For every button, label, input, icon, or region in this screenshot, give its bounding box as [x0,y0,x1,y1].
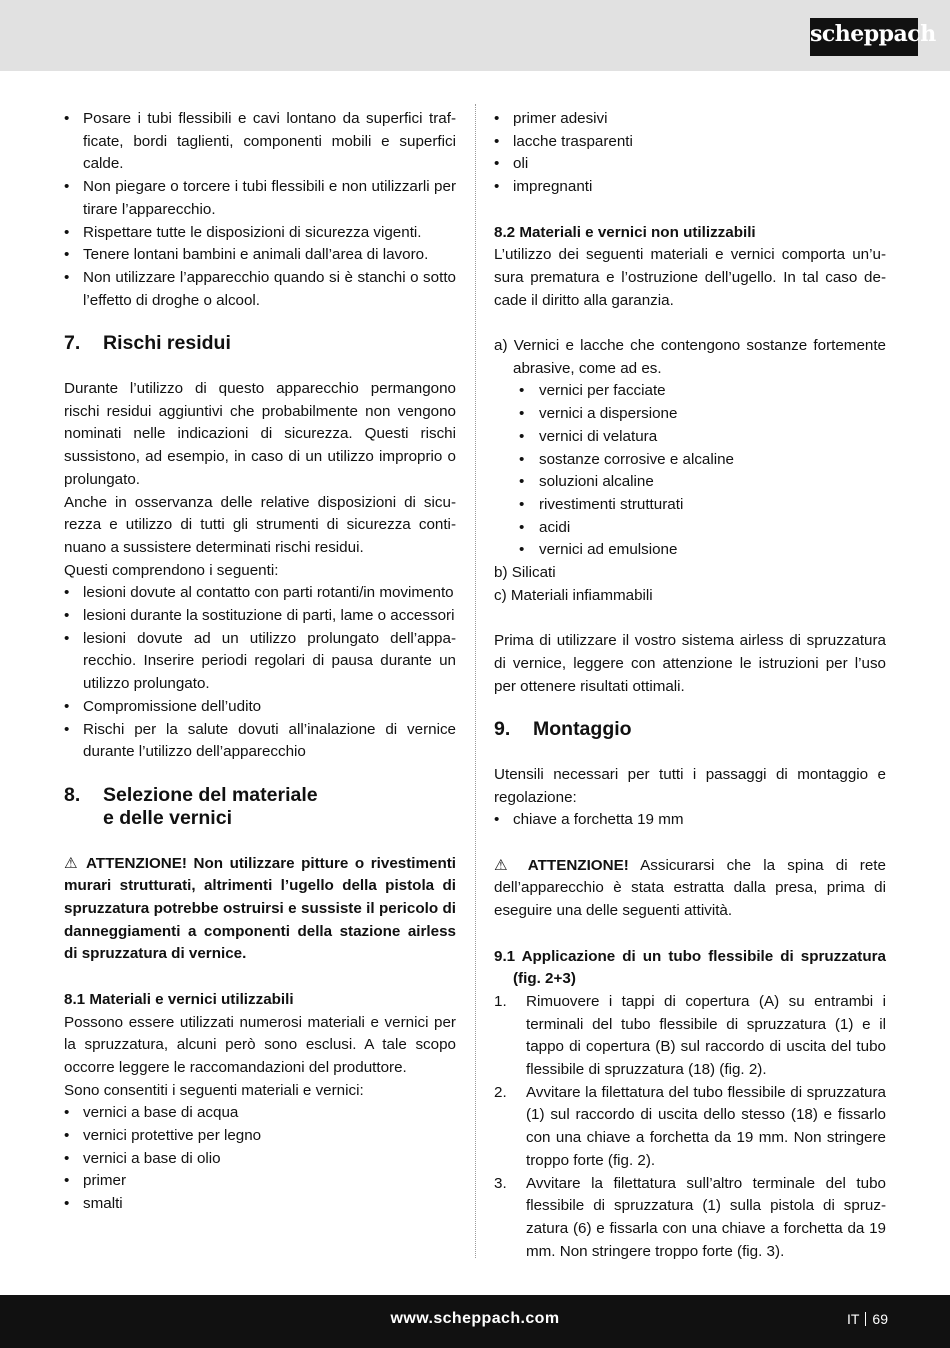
paragraph: Prima di utilizzare il vostro sistema airless di spruzzatura di vernice, leggere con attenzione le istruzioni per l’uso per ottenere risultati ottimali. [494,632,886,695]
list-item: • soluzioni alcaline [494,471,886,494]
step-text: Rimuovere i tappi di copertura (A) su entrambi i terminali del tubo flessibile di spruzzatura (1) e il tappo di copertura (B) sul raccordo di uscita del tubo flessibile di spruzzatura (18) (fig. 2). [526,992,886,1079]
section-title: Rischi residui [103,332,231,355]
list-item: • lesioni dovute ad un utilizzo prolungato dell’apparecchio. Inserire periodi regolari di pausa durante un utilizzo prolungato. [64,628,456,696]
subsection-8-2-title: 8.2 Materiali e vernici non utilizzabili [494,223,756,241]
list-item: • vernici a dispersione [494,403,886,426]
list-item: • lesioni durante la sostituzione di parti, lame o accessori [64,605,456,628]
list-a-item: a) Vernici e lacche che contengono sostanze fortemente abrasive, come ad es. [494,337,886,377]
step-number: 3. [494,1174,507,1192]
list-item: • lacche trasparenti [494,131,886,154]
list-item: • vernici per facciate [494,380,886,403]
list-item: • smalti [64,1193,456,1216]
section-title-line: Selezione del materiale [103,783,318,806]
list-item: • vernici di velatura [494,426,886,449]
list-item [494,1082,886,1173]
list-c-item: c) Materiali infiammabili [494,586,653,604]
warning-text: Assicurarsi che la spina di rete dell’apparecchio è stata estratta dalla presa, prima di eseguire una delle seguenti attività. [494,856,886,920]
list-item: • primer adesivi [494,108,886,131]
section-7-heading [64,332,456,355]
step-number: 2. [494,1083,507,1101]
list-item: • Non utilizzare l’apparecchio quando si è stanchi o sotto l’effetto di droghe o alcool. [64,267,456,312]
step-text: Avvitare la filettatura sull’altro terminale del tubo flessibile di spruzzatura (1) sulla pistola di spruzzatura (6) e fissarla con una chiave a forchetta da 19 mm. Non stringere troppo forte (fig. 3). [526,1174,886,1260]
list-item: • vernici ad emulsione [494,539,886,562]
list-item: • rivestimenti strutturati [494,494,886,517]
paragraph: L’utilizzo dei seguenti materiali e vernici comporta un’usura prematura e l’ostruzione dell’ugello. In tal caso decade il diritto alla garanzia. [494,246,886,309]
page-number [847,1311,888,1327]
paragraph: Questi comprendono i seguenti: [64,561,279,579]
tools-list [494,809,886,832]
list-item: • chiave a forchetta 19 mm [494,809,886,832]
page-footer [0,1295,950,1348]
list-item: • Posare i tubi flessibili e cavi lontano da superfici trafficate, bordi taglienti, componenti mobili e superfici calde. [64,108,456,176]
list-item: • Non piegare o torcere i tubi flessibili e non utilizzarli per tirare l’apparecchio. [64,176,456,221]
list-item: • Compromissione dell’udito [64,696,456,719]
section-title: Montaggio [533,718,632,741]
list-b-item: b) Silicati [494,564,556,582]
page-header [0,0,950,71]
list-item: • Rispettare tutte le disposizioni di sicurezza vigenti. [64,222,456,245]
usable-materials-list-continued [494,108,886,199]
section-title-line: e delle vernici [103,806,232,829]
separator [865,1312,866,1326]
list-item: • vernici a base di acqua [64,1102,456,1125]
list-item [494,991,886,1082]
website-link[interactable]: www.scheppach.com [390,1310,560,1327]
warning-paragraph [494,855,886,923]
warning-icon: ⚠ [64,854,80,872]
paragraph: Durante l’utilizzo di questo apparecchio permangono rischi residui aggiuntivi che probabilmente non vengono nominati nelle indicazioni di sicurezza. Questi rischi sussistono, ad esempio, in caso di un utilizzo improprio o prolungato. [64,380,456,488]
safety-bullet-list [64,108,456,312]
left-column [64,108,456,1216]
unusable-materials-list [494,380,886,562]
list-item [494,1173,886,1264]
section-9-heading [494,718,886,741]
paragraph: Sono consentiti i seguenti materiali e vernici: [64,1081,364,1099]
assembly-steps-list [494,991,886,1263]
step-number: 1. [494,992,507,1010]
list-item: • oli [494,153,886,176]
risk-bullet-list [64,582,456,764]
section-8-heading [64,784,456,830]
list-item: • lesioni dovute al contatto con parti rotanti/in movimento [64,582,456,605]
page-number-value: 69 [872,1311,888,1327]
language-code: IT [846,1311,860,1327]
step-text: Avvitare la filettatura del tubo flessibile di spruzzatura (1) sul raccordo di uscita dello stesso (18) e fissarlo con una chiave a forchetta da 19 mm. Non stringere troppo forte (fig. 2). [526,1083,886,1169]
list-item: • vernici a base di olio [64,1148,456,1171]
subsection-9-1-title: 9.1 Applicazione di un tubo flessibile di spruzzatura (fig. 2+3) [494,947,886,988]
paragraph: Utensili necessari per tutti i passaggi di montaggio e regolazione: [494,765,886,806]
usable-materials-list [64,1102,456,1216]
scheppach-logo: scheppach [810,18,918,56]
paragraph: Possono essere utilizzati numerosi materiali e vernici per la spruzzatura, alcuni però sono esclusi. A tale scopo occorre leggere le raccomandazioni del produttore. [64,1013,456,1076]
list-item: • sostanze corrosive e alcaline [494,449,886,472]
column-divider [475,104,476,1258]
right-column [494,108,886,1263]
section-number: 8. [64,783,81,806]
list-item: • primer [64,1170,456,1193]
subsection-8-1-title: 8.1 Materiali e vernici utilizzabili [64,990,294,1008]
section-title [103,784,318,830]
warning-label: ATTENZIONE! [527,856,629,874]
list-item: • Rischi per la salute dovuti all’inalazione di vernice durante l’utilizzo dell’apparecchio [64,719,456,764]
list-item: • acidi [494,517,886,540]
list-item: • vernici protettive per legno [64,1125,456,1148]
section-number: 9. [494,718,511,741]
section-number: 7. [64,332,81,355]
warning-text: ATTENZIONE! Non utilizzare pitture o rivestimenti murari strutturati, altrimenti l’ugello della pistola di spruzzatura potrebbe ostruirsi e sussiste il pericolo di danneggiamenti a componenti della stazione airless di spruzzatura di vernice. [64,854,457,963]
list-item: • Tenere lontani bambini e animali dall’area di lavoro. [64,244,456,267]
paragraph: Anche in osservanza delle relative disposizioni di sicurezza e utilizzo di tutti gli strumenti di sicurezza continuano a sussistere determinati rischi residui. [64,493,456,556]
warning-icon: ⚠ [494,856,516,874]
list-item: • impregnanti [494,176,886,199]
warning-paragraph [64,853,456,967]
